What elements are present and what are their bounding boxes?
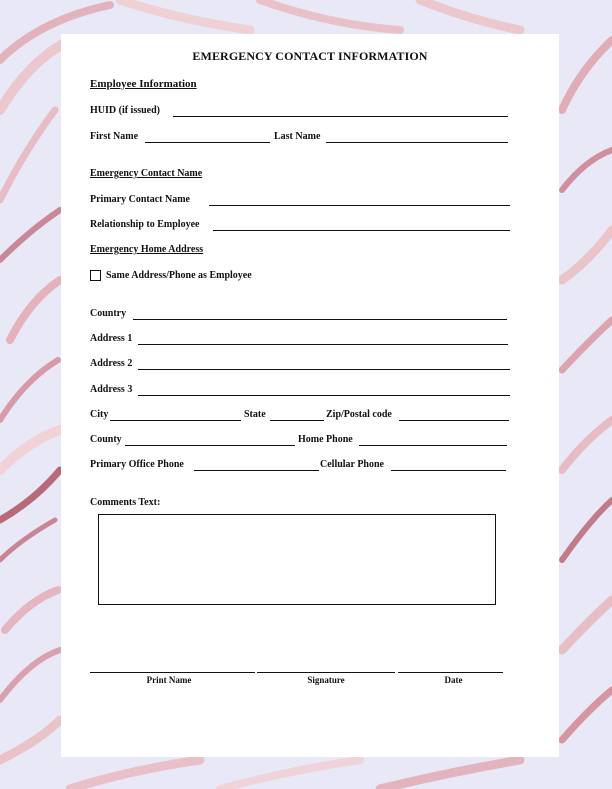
address2-input-line[interactable] <box>138 369 510 370</box>
home-phone-label: Home Phone <box>298 434 353 445</box>
first-name-input-line[interactable] <box>145 142 270 143</box>
signature-line[interactable] <box>257 672 395 673</box>
form-title: EMERGENCY CONTACT INFORMATION <box>192 49 428 63</box>
address3-input-line[interactable] <box>138 395 510 396</box>
last-name-input-line[interactable] <box>326 142 508 143</box>
county-label: County <box>90 434 122 445</box>
same-address-label: Same Address/Phone as Employee <box>106 270 252 281</box>
cellular-phone-input-line[interactable] <box>391 470 506 471</box>
zip-input-line[interactable] <box>399 420 509 421</box>
state-label: State <box>244 409 266 420</box>
form-page <box>61 34 559 757</box>
primary-contact-name-label: Primary Contact Name <box>90 194 190 205</box>
huid-input-line[interactable] <box>173 116 508 117</box>
section-emergency-home-address: Emergency Home Address <box>90 244 204 255</box>
zip-label: Zip/Postal code <box>326 409 392 420</box>
same-address-checkbox[interactable] <box>90 270 101 281</box>
last-name-label: Last Name <box>274 131 321 142</box>
date-caption: Date <box>444 675 463 685</box>
address1-label: Address 1 <box>90 333 133 344</box>
county-input-line[interactable] <box>125 445 295 446</box>
city-input-line[interactable] <box>110 420 241 421</box>
country-input-line[interactable] <box>133 319 507 320</box>
address2-label: Address 2 <box>90 358 133 369</box>
address1-input-line[interactable] <box>138 344 508 345</box>
home-phone-input-line[interactable] <box>359 445 507 446</box>
section-emergency-contact-name: Emergency Contact Name <box>90 168 203 179</box>
comments-label: Comments Text: <box>90 497 161 508</box>
signature-caption: Signature <box>307 675 345 685</box>
state-input-line[interactable] <box>270 420 324 421</box>
country-label: Country <box>90 308 127 319</box>
primary-contact-name-input-line[interactable] <box>209 205 510 206</box>
huid-label: HUID (if issued) <box>90 105 161 116</box>
cellular-phone-label: Cellular Phone <box>320 459 384 470</box>
city-label: City <box>90 409 109 420</box>
primary-office-phone-input-line[interactable] <box>194 470 319 471</box>
print-name-line[interactable] <box>90 672 255 673</box>
primary-office-phone-label: Primary Office Phone <box>90 459 184 470</box>
address3-label: Address 3 <box>90 384 133 395</box>
section-employee-information: Employee Information <box>90 78 197 90</box>
relationship-label: Relationship to Employee <box>90 219 200 230</box>
relationship-input-line[interactable] <box>213 230 510 231</box>
date-line[interactable] <box>398 672 503 673</box>
comments-textbox[interactable] <box>98 514 496 605</box>
first-name-label: First Name <box>90 131 139 142</box>
print-name-caption: Print Name <box>146 675 192 685</box>
